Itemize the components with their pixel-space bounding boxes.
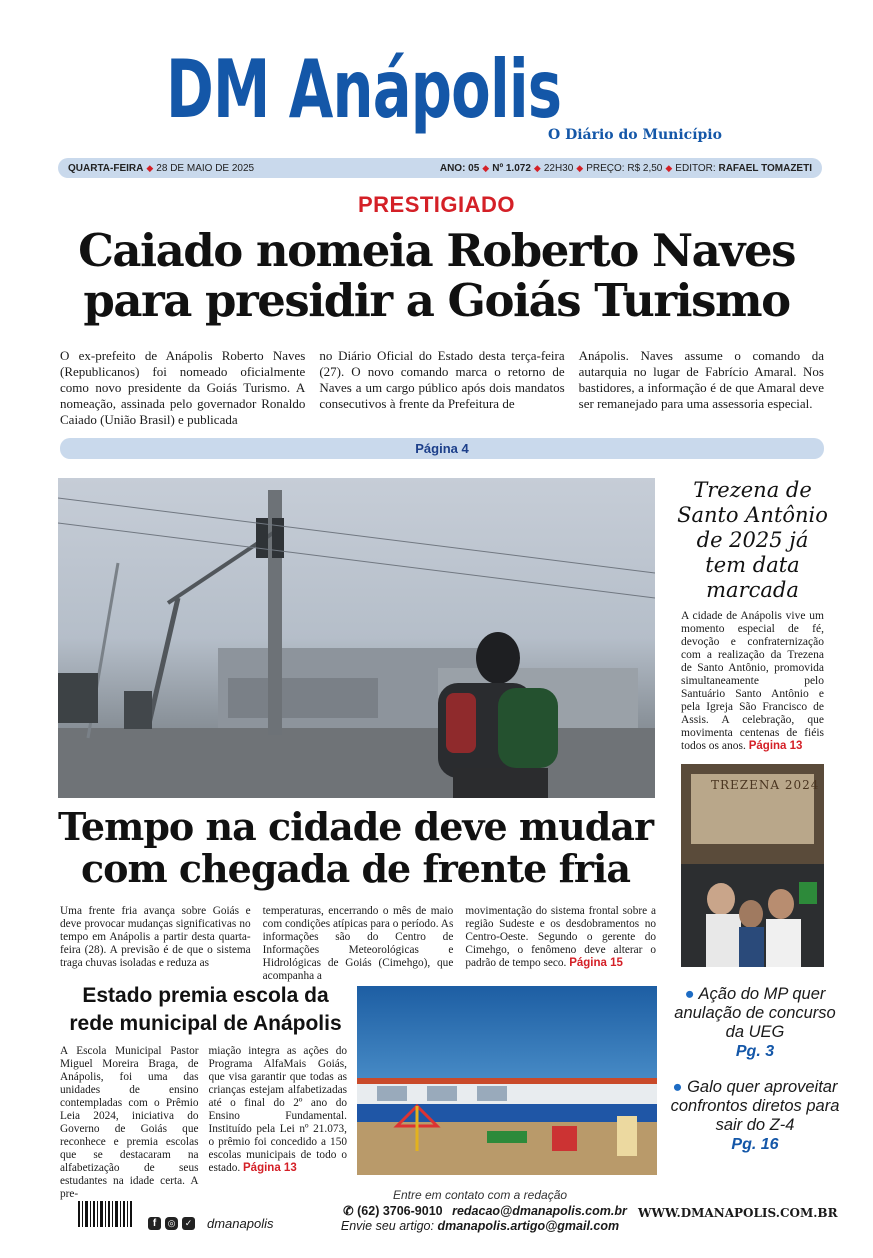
school-col1: A Escola Municipal Pastor Miguel Moreira Braga, de Anápolis, foi uma das unidades de ensino contempladas com o Prêmio Leia 2024, iniciativa do Governo de Goiás que reconhece e premia escolas que se destacaram na alfabetização de seus estudantes na idade certa. A pre-	[60, 1045, 199, 1200]
trezena-body	[681, 610, 824, 753]
barcode	[78, 1201, 133, 1231]
lead-headline-line1: Caiado nomeia Roberto Naves	[78, 224, 795, 277]
issue-number: Nº 1.072	[492, 162, 531, 174]
facebook-icon[interactable]: f	[148, 1217, 161, 1230]
editor-label: EDITOR:	[675, 162, 716, 174]
date: 28 DE MAIO DE 2025	[156, 162, 255, 174]
diamond-icon: ◆	[576, 162, 584, 173]
lead-page-link[interactable]: Página 4	[60, 438, 824, 459]
bullet-icon: ●	[684, 985, 695, 1003]
weather-page-link[interactable]: Página 15	[569, 957, 623, 969]
teaser-mp-page[interactable]: Pg. 3	[735, 1043, 775, 1060]
phone[interactable]: (62) 3706-9010	[357, 1204, 443, 1218]
fog-street-photo	[58, 478, 655, 798]
social-handles[interactable]	[148, 1216, 274, 1231]
weather-col2: temperaturas, encerrando o mês de maio com condições atípicas para o período. As informações são do Centro de Informações Meteorológicas e Hidrológicas de Goiás (Cimehgo), que acompanha a	[262, 905, 454, 982]
edition-info	[440, 163, 812, 174]
weather-headline-line1: Tempo na cidade deve mudar	[58, 804, 653, 849]
trezena-page-link[interactable]: Página 13	[748, 740, 803, 752]
trezena-headline: Trezena de Santo Antônio de 2025 já tem data marcada	[677, 478, 828, 602]
weekday: QUARTA-FEIRA	[68, 162, 144, 174]
weather-col3	[465, 905, 656, 983]
price: R$ 2,50	[627, 162, 663, 174]
teaser-galo-page[interactable]: Pg. 16	[731, 1136, 779, 1153]
lead-col1: O ex-prefeito de Anápolis Roberto Naves (Republicanos) foi nomeado oficialmente como novo presidente da Goiás Turismo. A nomeação, assinada pelo governador Ronaldo Caiado (União Brasil) e publicada	[60, 348, 306, 427]
diamond-icon: ◆	[146, 162, 154, 173]
contact-line	[335, 1203, 635, 1218]
teaser-galo-text: Galo quer aproveitar confrontos diretos para sair do Z-4	[670, 1078, 840, 1134]
time: 22H30	[543, 162, 574, 174]
article-line	[330, 1219, 630, 1233]
lead-headline-line2: para presidir a Goiás Turismo	[83, 273, 790, 327]
year: ANO: 05	[439, 162, 480, 174]
masthead-tagline: O Diário do Município	[548, 127, 722, 143]
article-label: Envie seu artigo:	[340, 1219, 434, 1233]
teaser-mp-text: Ação do MP quer anulação de concurso da UEG	[674, 985, 836, 1041]
school-headline: Estado premia escola da rede municipal de Anápolis	[69, 984, 342, 1035]
lead-kicker: PRESTIGIADO	[357, 192, 516, 217]
diamond-icon: ◆	[665, 162, 673, 173]
school-col2	[209, 1045, 348, 1201]
masthead-title: DM Anápolis	[166, 43, 562, 136]
weather-col3-text: movimentação do sistema frontal sobre a região Sudeste e os desdobramentos no Centro-Oeste. Segundo o gerente do Cimehgo, o fenômeno deve alterar o padrão de tempo seco.	[465, 905, 657, 969]
instagram-icon[interactable]: ◎	[165, 1217, 178, 1230]
bullet-icon: ●	[672, 1078, 683, 1096]
trezena-text: A cidade de Anápolis vive um momento especial de fé, devoção e confraternização com a realização da Trezena de Santo Antônio, promovida simultaneamente pelo Santuário Santo Antônio e pela Igreja São Francisco de Assis. A celebração, que movimenta centenas de fiéis todos os anos.	[681, 610, 824, 752]
school-photo	[357, 986, 657, 1175]
website[interactable]: WWW.DMANAPOLIS.COM.BR	[638, 1206, 838, 1220]
contact-label: Entre em contato com a redação	[392, 1188, 568, 1202]
school-page-link[interactable]: Página 13	[243, 1162, 297, 1174]
school-col2-text: miação integra as ações do Programa AlfaMais Goiás, que visa garantir que todas as crianças estejam alfabetizadas até o final do 2º ano do Ensino Fundamental. Instituído pela Lei nº 21.073, o prêmio foi concedido a 150 escolas municipais de todo o estado.	[208, 1045, 347, 1174]
info-bar	[58, 158, 822, 178]
teaser-mp[interactable]	[670, 985, 840, 1061]
weather-headline	[0, 806, 711, 890]
teaser-galo[interactable]	[670, 1078, 840, 1154]
editor: RAFAEL TOMAZETI	[718, 162, 812, 174]
lead-headline	[0, 226, 873, 325]
whatsapp-icon: ✆	[343, 1204, 354, 1218]
email[interactable]: redacao@dmanapolis.com.br	[452, 1204, 627, 1218]
school-body	[60, 1045, 347, 1201]
trezena-banner-text: TREZENA 2024	[711, 778, 820, 792]
date-info	[68, 163, 254, 174]
weather-body	[60, 905, 656, 983]
twitter-icon[interactable]: ✓	[182, 1217, 195, 1230]
price-label: PREÇO:	[586, 162, 625, 174]
social-handle: dmanapolis	[207, 1216, 274, 1231]
lead-col3: Anápolis. Naves assume o comando da autarquia no lugar de Fabrício Amaral. Nos bastidores, a informação é de que Amaral deve ser remanejado para uma assessoria especial.	[578, 348, 824, 411]
lead-col2: no Diário Oficial do Estado desta terça-feira (27). O novo comando marca o retorno de Naves a um cargo público após dois mandatos consecutivos à frente da Prefeitura de	[319, 348, 565, 411]
weather-headline-line2: com chegada de frente fria	[80, 845, 630, 891]
diamond-icon: ◆	[533, 162, 541, 173]
lead-body	[60, 348, 824, 428]
weather-col1: Uma frente fria avança sobre Goiás e deve provocar mudanças significativas no tempo em Anápolis a partir desta quarta-feira (28). A previsão é de que o sistema traga chuvas isoladas e reduza as	[60, 905, 251, 969]
article-email[interactable]: dmanapolis.artigo@gmail.com	[437, 1219, 620, 1233]
diamond-icon: ◆	[482, 162, 490, 173]
